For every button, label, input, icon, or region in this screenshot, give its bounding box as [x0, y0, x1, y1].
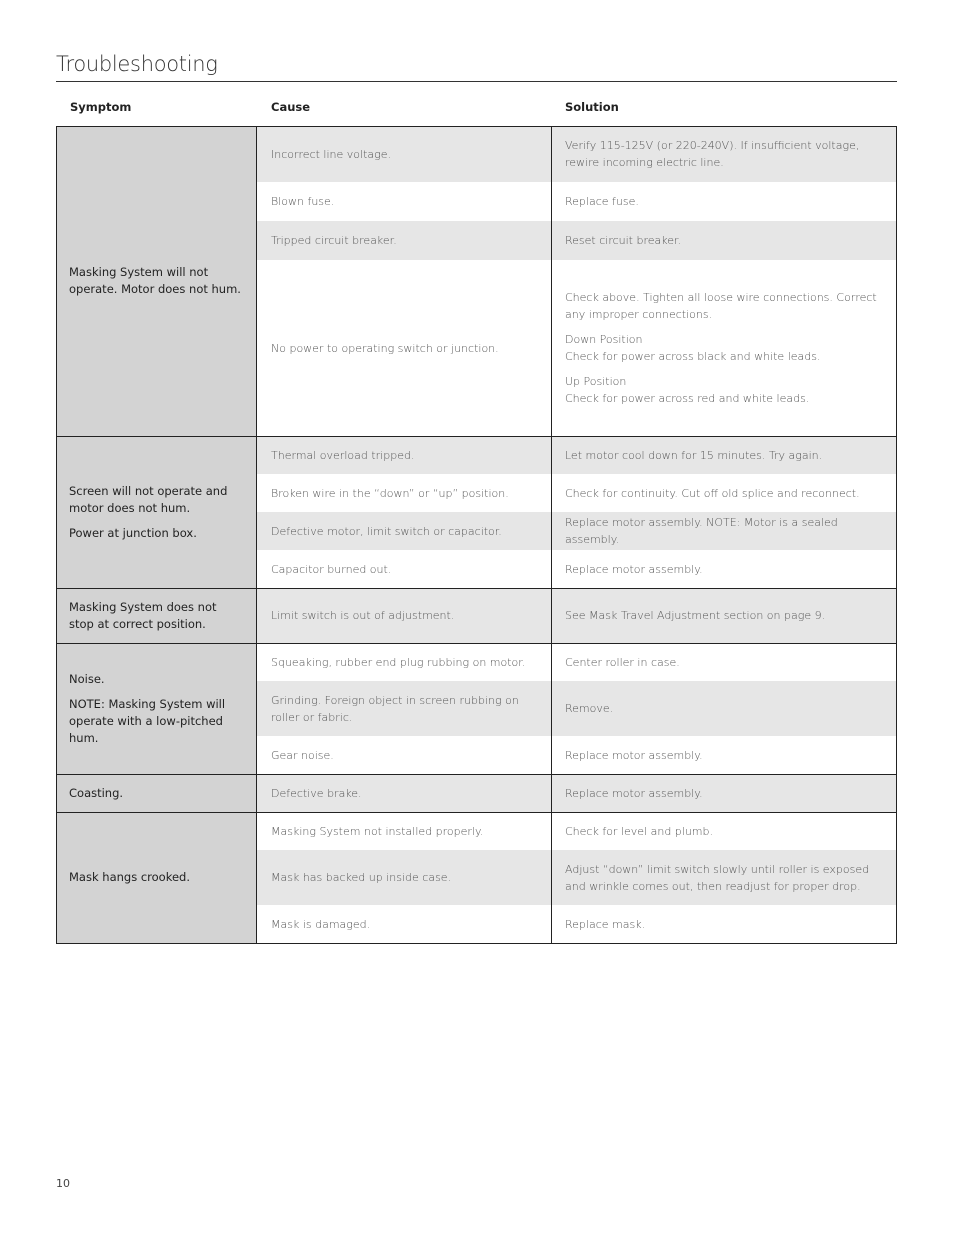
- symptom-cell: Coasting.: [56, 774, 257, 812]
- symptom-group-border: [56, 588, 897, 644]
- solution-cell: Replace motor assembly. NOTE: Motor is a sealed assembly.: [551, 512, 897, 550]
- cause-cell: Mask has backed up inside case.: [257, 850, 551, 905]
- symptom-cell: Masking System does not stop at correct position.: [56, 588, 257, 643]
- cause-cell: Blown fuse.: [271, 195, 335, 208]
- title-divider: [56, 81, 897, 82]
- solution-cell: Replace motor assembly.: [565, 748, 703, 762]
- symptom-cell: Noise. NOTE: Masking System will operate with a low-pitched hum.: [56, 643, 257, 774]
- cause-cell: Defective motor, limit switch or capacitor.: [257, 512, 551, 550]
- symptom-cell: Mask hangs crooked.: [56, 812, 257, 943]
- header-solution: Solution: [565, 100, 619, 114]
- cause-cell: Squeaking, rubber end plug rubbing on motor.: [271, 655, 526, 669]
- symptom-group-border: [56, 126, 897, 437]
- solution-cell: Replace fuse.: [565, 195, 639, 208]
- page-title: Troubleshooting: [56, 52, 218, 76]
- cause-cell: No power to operating switch or junction.: [271, 341, 499, 355]
- solution-cell: Check for continuity. Cut off old splice and reconnect.: [565, 486, 860, 500]
- solution-cell: Let motor cool down for 15 minutes. Try again.: [551, 436, 897, 474]
- symptom-group-border: [56, 643, 897, 775]
- solution-cell: Verify 115-125V (or 220-240V). If insufficient voltage, rewire incoming electric line.: [551, 126, 897, 182]
- cause-cell: Incorrect line voltage.: [257, 126, 551, 182]
- cause-cell: Limit switch is out of adjustment.: [257, 588, 551, 643]
- symptom-group-border: [56, 812, 897, 944]
- cause-cell: Tripped circuit breaker.: [257, 221, 551, 260]
- header-symptom: Symptom: [70, 100, 132, 114]
- symptom-cell: Screen will not operate and motor does not hum. Power at junction box.: [56, 436, 257, 588]
- solution-cell: Center roller in case.: [565, 655, 680, 669]
- symptom-group-border: [56, 436, 897, 589]
- troubleshooting-table: [56, 126, 897, 944]
- header-cause: Cause: [271, 100, 311, 114]
- solution-cell: Reset circuit breaker.: [551, 221, 897, 260]
- solution-cell: Check above. Tighten all loose wire connections. Correct any improper connections. Down Position Check for power across black and white leads. Up Position Check for power across red and white leads.: [565, 291, 877, 405]
- cause-cell: Broken wire in the “down” or “up” position.: [271, 486, 509, 500]
- cause-cell: Grinding. Foreign object in screen rubbing on roller or fabric.: [257, 681, 551, 736]
- solution-cell: Replace motor assembly.: [565, 562, 703, 576]
- solution-cell: Check for level and plumb.: [565, 824, 714, 838]
- solution-cell: Remove.: [551, 681, 897, 736]
- cause-cell: Gear noise.: [271, 748, 334, 762]
- solution-cell: Replace motor assembly.: [551, 774, 897, 812]
- symptom-cell: Masking System will not operate. Motor does not hum.: [56, 126, 257, 436]
- solution-cell: See Mask Travel Adjustment section on page 9.: [551, 588, 897, 643]
- solution-cell: Adjust “down” limit switch slowly until roller is exposed and wrinkle comes out, then readjust for proper drop.: [551, 850, 897, 905]
- symptom-group-border: [56, 774, 897, 813]
- cause-cell: Thermal overload tripped.: [257, 436, 551, 474]
- page-number: 10: [56, 1177, 70, 1190]
- cause-cell: Mask is damaged.: [271, 917, 371, 931]
- solution-cell: Replace mask.: [565, 917, 646, 931]
- cause-cell: Masking System not installed properly.: [271, 824, 484, 838]
- cause-cell: Defective brake.: [257, 774, 551, 812]
- cause-cell: Capacitor burned out.: [271, 562, 392, 576]
